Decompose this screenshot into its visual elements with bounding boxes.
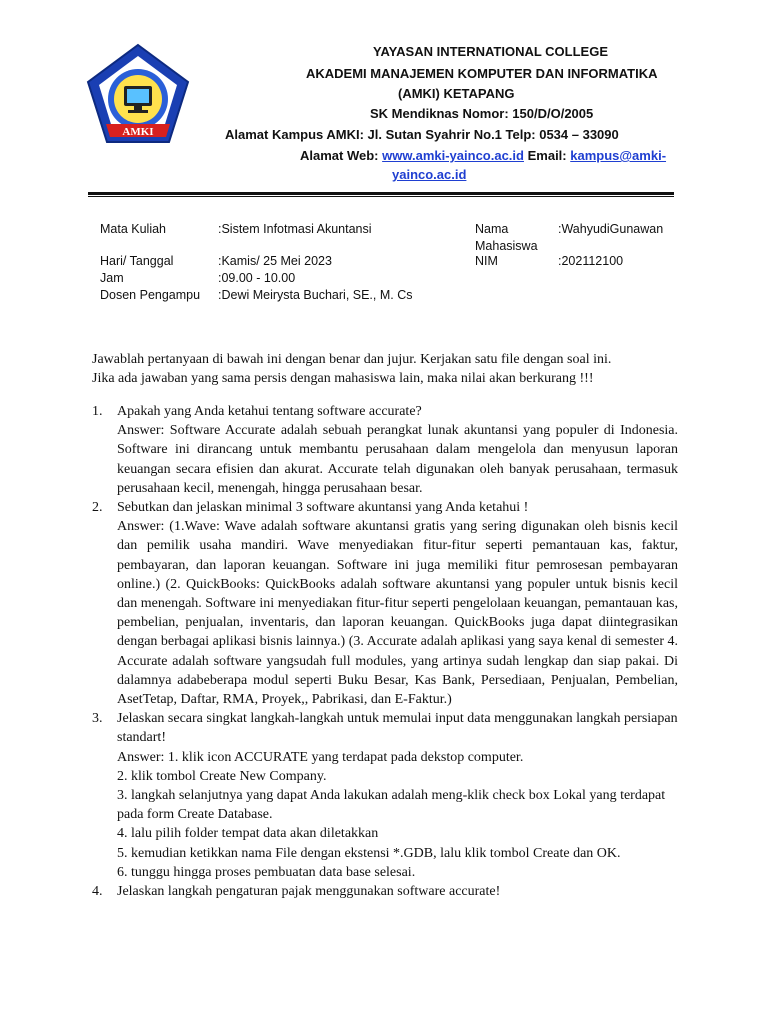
header-divider-thin xyxy=(88,196,674,197)
question-item-3 xyxy=(92,709,678,882)
question-number: 2. xyxy=(92,500,103,516)
nama-value: :WahyudiGunawan xyxy=(558,222,664,236)
mata-kuliah-label: Mata Kuliah xyxy=(100,222,167,236)
dosen-value: :Dewi Meirysta Buchari, SE., M. Cs xyxy=(218,288,413,302)
header-email-continued xyxy=(392,167,768,182)
answer-text: Answer: (1.Wave: Wave adalah software akuntansi gratis yang sering digunakan oleh bisnis kecil dan pemilik usaha mandiri. Wave menyediakan fitur-fitur seperti pemantauan kas, faktur, pembayaran, dan laporan keuangan. Software ini juga memiliki fitur pemrosesan pembayaran online.) (2. QuickBooks: QuickBooks adalah software akuntansi yang populer untuk bisnis kecil dan menengah. Software ini menyediakan fitur-fitur seperti pengelolaan keuangan, pemantauan kas, pembelian, penjualan, inventaris, dan laporan keuangan. QuickBooks juga dapat diintegrasikan dengan berbagai aplikasi bisnis lainnya.) (3. Accurate adalah aplikasi yang saya kenal di semester 4. Accurate adalah software yangsudah full modules, yang artinya sudah lengkap dan siap pakai. Di dalamnya adabeberapa modul seperti Buku Besar, Kas Bank, Persediaan, Penjualan, Pembelian, AsetTetap, Daftar, RMA, Proyek,, Pabrikasi, dan E-Faktur.) xyxy=(117,519,678,708)
answer-step: 6. tunggu hingga proses pembuatan data base selesai. xyxy=(117,864,416,880)
question-list xyxy=(92,402,678,901)
hari-label: Hari/ Tanggal xyxy=(100,254,174,268)
nama-label-line2: Mahasiswa xyxy=(475,239,538,253)
mata-kuliah-value: :Sistem Infotmasi Akuntansi xyxy=(218,222,372,236)
jam-value: :09.00 - 10.00 xyxy=(218,271,296,285)
question-item-1 xyxy=(92,402,678,498)
web-label: Alamat Web: xyxy=(300,148,379,163)
amki-logo xyxy=(84,42,192,150)
question-text: Sebutkan dan jelaskan minimal 3 software akuntansi yang Anda ketahui ! xyxy=(117,500,529,516)
dosen-label: Dosen Pengampu xyxy=(100,288,201,302)
header-foundation: YAYASAN INTERNATIONAL COLLEGE xyxy=(373,44,609,59)
answer-step: 5. kemudian ketikkan nama File dengan ekstensi *.GDB, lalu klik tombol Create dan OK. xyxy=(117,845,621,861)
web-link[interactable]: www.amki-yainco.ac.id xyxy=(382,148,524,163)
header-decree: SK Mendiknas Nomor: 150/D/O/2005 xyxy=(370,106,594,121)
instruction-line-1: Jawablah pertanyaan di bawah ini dengan benar dan jujur. Kerjakan satu file dengan soal ini. xyxy=(92,352,612,367)
answer-step: Answer: 1. klik icon ACCURATE yang terdapat pada dekstop computer. xyxy=(117,749,524,765)
nim-label: NIM xyxy=(475,254,498,268)
nim-value: :202112100 xyxy=(558,254,624,268)
header-abbrev: (AMKI) KETAPANG xyxy=(398,86,515,101)
answer-step: 3. langkah selanjutnya yang dapat Anda lakukan adalah meng-klik check box Lokal yang terdapat pada form Create Database. xyxy=(117,788,666,823)
amki-logo-graphic xyxy=(84,42,192,150)
header-divider-thick xyxy=(88,192,674,195)
question-text: Jelaskan secara singkat langkah-langkah untuk memulai input data menggunakan langkah persiapan standart! xyxy=(117,711,678,746)
answer-step: 2. klik tombol Create New Company. xyxy=(117,768,327,784)
email-label: Email: xyxy=(527,148,567,163)
answer-step: 4. lalu pilih folder tempat data akan diletakkan xyxy=(117,826,379,842)
question-text: Apakah yang Anda ketahui tentang software accurate? xyxy=(117,404,422,419)
question-text: Jelaskan langkah pengaturan pajak menggunakan software accurate! xyxy=(117,884,501,900)
question-number: 3. xyxy=(92,711,103,727)
jam-label: Jam xyxy=(100,271,124,285)
nama-label-line1: Nama xyxy=(475,222,509,236)
hari-value: :Kamis/ 25 Mei 2023 xyxy=(218,254,332,268)
question-number: 1. xyxy=(92,404,103,419)
question-number: 4. xyxy=(92,884,103,900)
email-link-part1[interactable]: kampus@amki- xyxy=(570,148,667,163)
logo-banner-text: AMKI xyxy=(122,126,154,138)
header-academy: AKADEMI MANAJEMEN KOMPUTER DAN INFORMATIKA xyxy=(306,66,658,81)
nama-label xyxy=(475,221,538,255)
instruction-line-2: Jika ada jawaban yang sama persis dengan mahasiswa lain, maka nilai akan berkurang !!! xyxy=(92,371,594,387)
header-address: Alamat Kampus AMKI: Jl. Sutan Syahrir No.1 Telp: 0534 – 33090 xyxy=(225,127,619,142)
email-link-part2[interactable]: yainco.ac.id xyxy=(392,167,467,182)
answer-text: Answer: Software Accurate adalah sebuah perangkat lunak akuntansi yang populer di Indonesia. Software ini dirancang untuk membantu perusahaan dalam mengelola dan menyusun laporan keuangan secara efisien dan akurat. Accurate telah digunakan oleh banyak perusahaan, termasuk perusahaan kecil, menengah, hingga perusahaan besar. xyxy=(117,423,678,496)
header-web-line xyxy=(300,148,768,163)
question-item-2 xyxy=(92,498,678,709)
instructions xyxy=(92,350,678,388)
question-item-4 xyxy=(92,882,678,901)
